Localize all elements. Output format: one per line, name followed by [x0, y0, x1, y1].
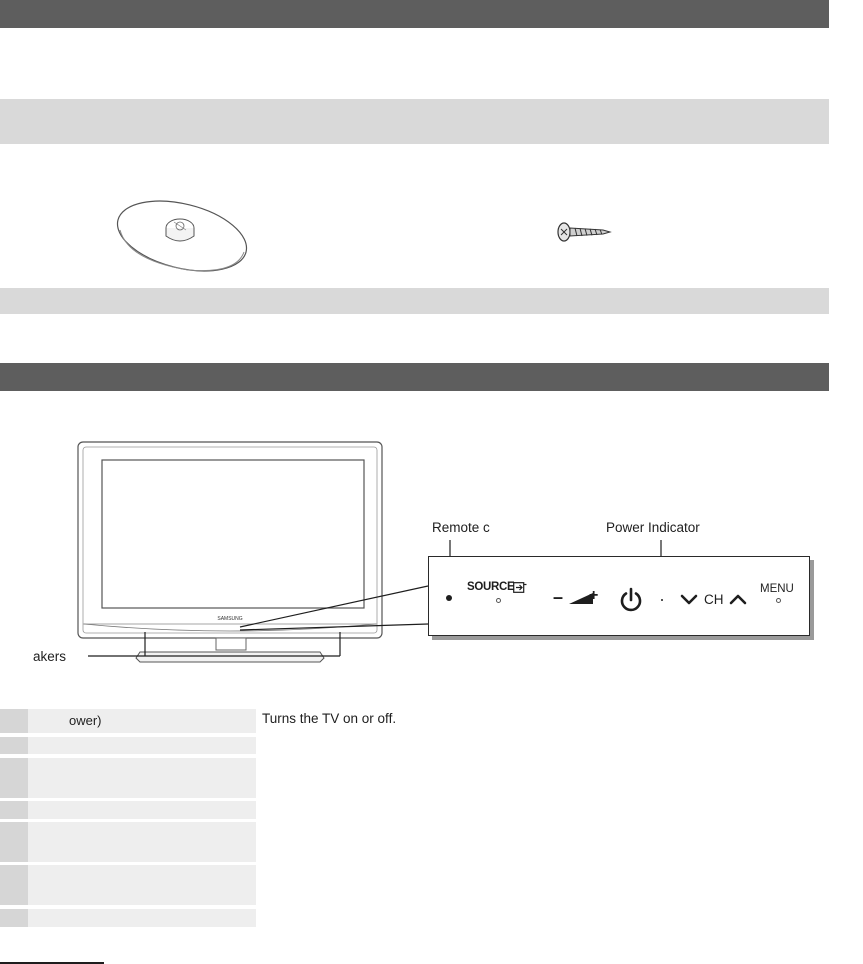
table-row	[0, 709, 256, 733]
remote-control-sensor-label: Remote c	[432, 520, 490, 535]
channel-up-icon[interactable]	[729, 594, 747, 605]
subsection-header-bar	[0, 288, 829, 314]
source-input-icon	[513, 582, 527, 593]
power-button-icon[interactable]	[619, 587, 643, 613]
row-function-name: ower)	[69, 713, 102, 728]
table-row	[0, 865, 256, 905]
table-row	[0, 758, 256, 798]
channel-label: CH	[704, 592, 724, 607]
power-indicator-label: Power Indicator	[606, 520, 700, 535]
volume-up-label: +	[589, 587, 599, 604]
row-number-cell	[0, 801, 28, 819]
remote-sensor-dot	[446, 595, 452, 601]
menu-button-label: MENU	[760, 583, 794, 595]
row-number-cell	[0, 758, 28, 798]
table-row	[0, 801, 256, 819]
section-header-bar-1	[0, 0, 829, 28]
source-button-dot[interactable]	[496, 598, 501, 603]
volume-down-label: –	[553, 587, 564, 607]
row-number-cell	[0, 909, 28, 927]
row-number-cell	[0, 865, 28, 905]
menu-button-dot[interactable]	[776, 598, 781, 603]
row-number-cell	[0, 737, 28, 754]
row-number-cell	[0, 822, 28, 862]
screw-illustration	[555, 220, 613, 244]
tv-brand-logo: SAMSUNG	[217, 616, 243, 622]
accessories-header-bar	[0, 99, 829, 144]
stand-base-illustration	[108, 190, 256, 276]
row-number-cell	[0, 709, 28, 733]
table-row	[0, 822, 256, 862]
table-row	[0, 909, 256, 927]
channel-down-icon[interactable]	[680, 594, 698, 605]
speakers-label: akers	[33, 649, 67, 664]
control-panel-header-bar	[0, 363, 829, 391]
power-indicator-dot	[661, 599, 663, 601]
source-button-label: SOURCE	[467, 581, 515, 593]
table-row	[0, 737, 256, 754]
power-function-description: Turns the TV on or off.	[262, 711, 397, 726]
control-panel-box	[428, 556, 810, 636]
